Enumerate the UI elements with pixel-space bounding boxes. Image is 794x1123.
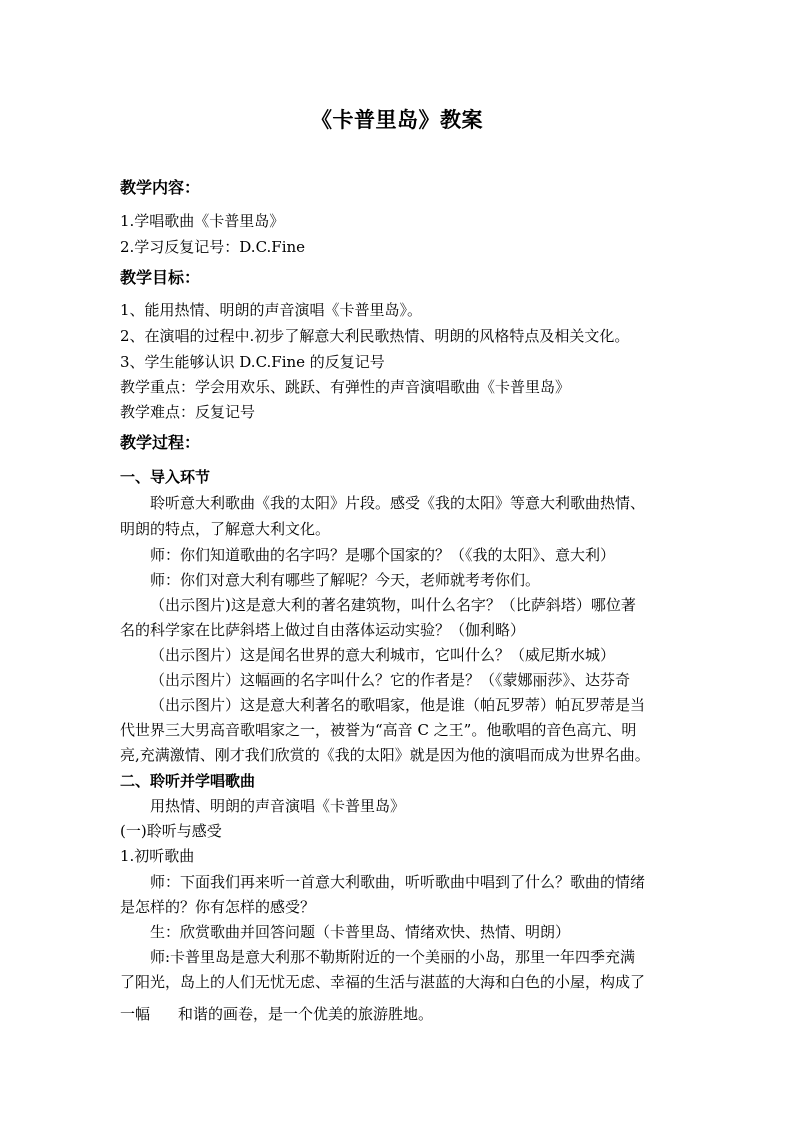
process-heading: 教学过程：	[120, 433, 201, 452]
part2-step: 1.初听歌曲	[120, 847, 195, 865]
goal-item-1: 1、能用热情、明朗的声音演唱《卡普里岛》。	[120, 301, 423, 319]
part2-line-1: 师：下面我们再来听一首意大利歌曲，听听歌曲中唱到了什么？歌曲的情绪	[150, 873, 646, 891]
part1-line-1: 聆听意大利歌曲《我的太阳》片段。感受《我的太阳》等意大利歌曲热情、	[150, 494, 646, 512]
part1-line-11: 亮,充满激情、刚才我们欣赏的《我的太阳》就是因为他的演唱而成为世界名曲。	[120, 746, 650, 764]
part1-line-10: 代世界三大男高音歌唱家之一，被誉为“高音 C 之王”。他歌唱的音色高亢、明	[120, 721, 637, 739]
part1-line-3: 师：你们知道歌曲的名字吗？是哪个国家的？（《我的太阳》、意大利）	[150, 546, 616, 564]
part2-sub: (一)聆听与感受	[120, 822, 222, 840]
part2-heading: 二、聆听并学唱歌曲	[120, 772, 256, 790]
part1-line-4: 师：你们对意大利有哪些了解呢？今天，老师就考考你们。	[150, 571, 541, 589]
content-item-2: 2.学习反复记号：D.C.Fine	[120, 238, 306, 256]
goal-item-2: 2、在演唱的过程中.初步了解意大利民歌热情、明朗的风格特点及相关文化。	[120, 327, 630, 345]
goals-heading: 教学目标：	[120, 268, 201, 287]
key-point: 教学重点：学会用欢乐、跳跃、有弹性的声音演唱歌曲《卡普里岛》	[120, 378, 571, 396]
part2-line-4: 师:卡普里岛是意大利那不勒斯附近的一个美丽的小岛，那里一年四季充满	[150, 948, 636, 966]
difficulty: 教学难点：反复记号	[120, 403, 256, 421]
part1-line-8: （出示图片）这幅画的名字叫什么？它的作者是？（《蒙娜丽莎》、达芬奇	[150, 671, 631, 689]
part1-line-2: 明朗的特点，了解意大利文化。	[120, 520, 331, 538]
last-line-start: 一幅	[120, 1005, 151, 1023]
part2-intro: 用热情、明朗的声音演唱《卡普里岛》	[150, 797, 406, 815]
part1-line-7: （出示图片）这是闻名世界的意大利城市，它叫什么？（威尼斯水城）	[150, 646, 616, 664]
last-line-end: 和谐的画卷，是一个优美的旅游胜地。	[178, 1005, 434, 1023]
part2-line-3: 生：欣赏歌曲并回答问题（卡普里岛、情绪欢快、热情、明朗）	[150, 923, 571, 941]
part1-line-9: （出示图片）这是意大利著名的歌唱家，他是谁（帕瓦罗蒂）帕瓦罗蒂是当	[150, 696, 646, 714]
part1-line-6: 名的科学家在比萨斜塔上做过自由落体运动实验？（伽利略）	[120, 621, 526, 639]
part2-last-line	[120, 1003, 433, 1024]
content-item-1: 1.学唱歌曲《卡普里岛》	[120, 212, 285, 230]
part1-line-5: （出示图片)这是意大利的著名建筑物，叫什么名字？（比萨斜塔）哪位著	[150, 596, 636, 614]
goal-item-3: 3、学生能够认识 D.C.Fine 的反复记号	[120, 353, 385, 371]
part1-heading: 一、导入环节	[120, 468, 211, 486]
page-title: 《卡普里岛》教案	[311, 107, 483, 132]
part2-line-5: 了阳光，岛上的人们无忧无虑、幸福的生活与湛蓝的大海和白色的小屋，构成了	[120, 973, 646, 991]
content-heading: 教学内容：	[120, 178, 201, 197]
part2-line-2: 是怎样的？你有怎样的感受？	[120, 898, 316, 916]
